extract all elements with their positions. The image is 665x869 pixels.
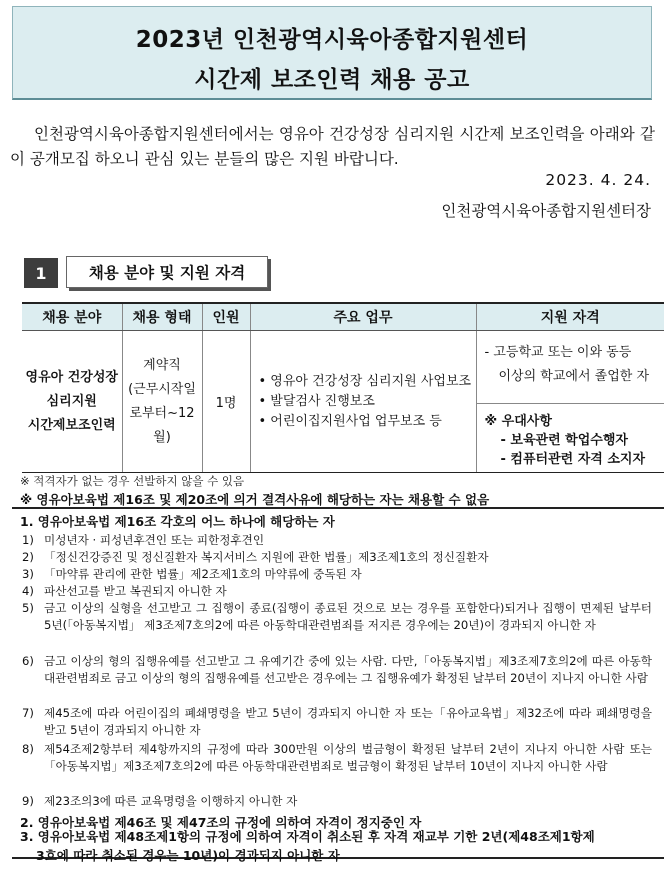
field-line: 영유아 건강성장 [25,369,118,385]
item-text: 제23조의3에 따른 교육명령을 이행하지 아니한 자 [44,794,298,808]
note-no-suitable: ※ 적격자가 없는 경우 선발하지 않을 수 있음 [20,474,245,488]
list-item [22,583,652,600]
list-item [22,549,652,566]
table-header-row [22,303,664,331]
list-item [22,793,652,810]
item-number: 6) [22,654,34,668]
item-text: 파산선고를 받고 복권되지 아니한 자 [44,584,227,598]
item-text: 제54조제2항부터 제4항까지의 규정에 따라 300만원 이상의 벌금형이 확정된 날부터 2년이 지나지 아니한 사람 또는「아동복지법」제3조제7호의2에 따른 아동학대관련범죄로 벌금형이 확정된 날부터 10년이 지나지 아니한 사람 [44,742,652,773]
pref-item: - 보육관련 학업수행자 [500,433,628,448]
pref-item: - 컴퓨터관련 자격 소지자 [500,452,646,467]
item-number: 7) [22,706,34,720]
list-item [22,741,652,775]
disq-heading-3-line1: 3. 영유아보육법 제48조제1항의 규정에 의하여 자격이 취소된 후 자격 재교부 기한 2년(제48조제1항제 [20,829,595,844]
header-count: 인원 [202,303,250,331]
field-line: 심리지원 [46,393,97,409]
disq-heading-1: 1. 영유아보육법 제16조 각호의 어느 하나에 해당하는 자 [20,514,335,529]
list-item [22,600,652,634]
qual-line: - 고등학교 또는 이와 동등 [484,345,632,360]
issuer: 인천광역시육아종합지원센터장 [441,202,651,220]
item-number: 5) [22,601,34,615]
list-item [22,705,652,739]
item-number: 1) [22,533,34,547]
preference [477,404,665,472]
section-number: 1 [24,258,58,288]
item-number: 3) [22,567,34,581]
field-line: 시간제보조인력 [27,417,116,433]
page-title-line2: 시간제 보조인력 채용 공고 [194,67,470,93]
header-field: 채용 분야 [22,303,122,331]
duty-item: • 발달검사 진행보조 [258,393,375,409]
item-text: 제45조에 따라 어린이집의 폐쇄명령을 받고 5년이 경과되지 아니한 자 또는「유아교육법」제32조에 따라 폐쇄명령을 받고 5년이 경과되지 아니한 자 [44,706,652,737]
item-number: 4) [22,584,34,598]
type-line: 로부터~12월) [129,405,195,445]
disq-heading-3 [20,827,656,865]
item-text: 금고 이상의 형의 집행유예를 선고받고 그 유예기간 중에 있는 사람. 다만,「아동복지법」제3조제7호의2에 따른 아동학대관련범죄로 금고 이상의 형의 집행유예를 선고받은 경우에는 그 집행유예가 확정된 날부터 20년이 지나지 아니한 사람 [44,654,652,685]
announcement-date: 2023. 4. 24. [545,171,651,189]
cell-qualification [476,331,664,473]
recruitment-table [22,302,664,473]
item-text: 「마약류 관리에 관한 법률」제2조제1호의 마약류에 중독된 자 [44,567,362,581]
type-line: (근무시작일 [128,381,196,397]
duty-item: • 영유아 건강성장 심리지원 사업보조 [258,373,472,389]
disq-heading-2: 2. 영유아보육법 제46조 및 제47조의 규정에 의하여 자격이 정지중인 자 [20,815,422,830]
cell-count: 1명 [202,331,250,473]
item-number: 2) [22,550,34,564]
section-title: 채용 분야 및 지원 자격 [66,256,268,288]
qualification-main [477,331,665,404]
note-disqualification: ※ 영유아보육법 제16조 및 제20조에 의거 결격사유에 해당하는 자는 채용할 수 없음 [20,492,490,507]
duty-item: • 어린이집지원사업 업무보조 등 [258,413,442,429]
cell-duties [250,331,476,473]
list-item [22,566,652,583]
intro-paragraph: 인천광역시육아종합지원센터에서는 영유아 건강성장 심리지원 시간제 보조인력을 아래와 같이 공개모집 하오니 관심 있는 분들의 많은 지원 바랍니다. [10,125,655,168]
header-type: 채용 형태 [122,303,202,331]
title-banner [12,6,652,100]
item-text: 「정신건강증진 및 정신질환자 복지서비스 지원에 관한 법률」제3조제1호의 정신질환자 [44,550,489,564]
disqualification-box [12,507,664,863]
list-item [22,653,652,687]
cell-field [22,331,122,473]
page-title-line1: 2023년 인천광역시육아종합지원센터 [135,27,529,53]
item-number: 9) [22,794,34,808]
header-qualification: 지원 자격 [476,303,664,331]
cell-type [122,331,202,473]
item-text: 금고 이상의 실형을 선고받고 그 집행이 종료(집행이 종료된 것으로 보는 경우를 포함한다)되거나 집행이 면제된 날부터 5년(「아동복지법」 제3조제7호의2에 따른 아동학대관련범죄를 저지른 경우에는 20년)이 경과되지 아니한 자 [44,601,652,632]
table-row [22,331,664,473]
type-line: 계약직 [143,357,181,373]
disq-heading-3-line2: 3호에 따라 취소된 경우는 10년)이 경과되지 아니한 자 [36,848,340,863]
pref-title: ※ 우대사항 [484,414,552,429]
item-text: 미성년자 · 피성년후견인 또는 피한정후견인 [44,533,265,547]
qual-line: 이상의 학교에서 졸업한 자 [498,369,650,384]
item-number: 8) [22,742,34,756]
list-item [22,532,652,549]
header-duties: 주요 업무 [250,303,476,331]
